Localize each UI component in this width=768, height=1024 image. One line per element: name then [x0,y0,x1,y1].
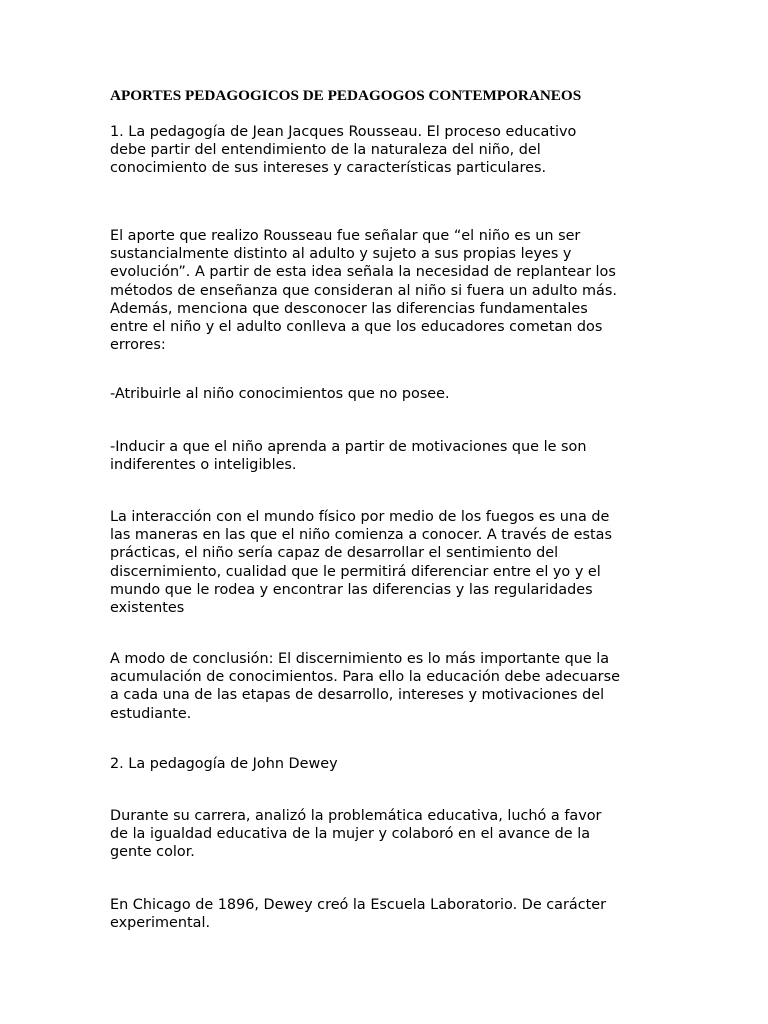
paragraph-conclusion [110,650,655,723]
text-line: las maneras en las que el niño comienza a conocer. A través de estas [110,527,612,544]
text-line: discernimiento, cualidad que le permitirá diferenciar entre el yo y el [110,563,601,580]
paragraph-dewey-heading [110,755,655,773]
text-line: experimental. [110,915,211,932]
text-line: La interacción con el mundo físico por medio de los fuegos es una de [110,509,610,525]
text-line: estudiante. [110,705,192,722]
text-line: En Chicago de 1896, Dewey creó la Escuela Laboratorio. De carácter [110,897,607,913]
paragraph-interaccion [110,508,655,617]
text-line: Durante su carrera, analizó la problemática educativa, luchó a favor [110,808,602,824]
text-line: errores: [110,337,166,354]
text-line: debe partir del entendimiento de la naturaleza del niño, del [110,142,541,159]
paragraph-rousseau-aporte [110,227,655,354]
text-line: existentes [110,600,185,617]
text-line: -Atribuirle al niño conocimientos que no posee. [110,386,450,402]
paragraph-rousseau-intro [110,123,655,178]
text-line: conocimiento de sus intereses y características particulares. [110,160,547,177]
text-line: 1. La pedagogía de Jean Jacques Rousseau. El proceso educativo [110,124,577,140]
text-line: Además, menciona que desconocer las diferencias fundamentales [110,300,588,317]
text-line: gente color. [110,844,195,861]
text-line: 2. La pedagogía de John Dewey [110,756,338,772]
text-line: prácticas, el niño sería capaz de desarrollar el sentimiento del [110,545,559,562]
text-line: -Inducir a que el niño aprenda a partir de motivaciones que le son [110,439,587,455]
text-line: de la igualdad educativa de la mujer y colaboró en el avance de la [110,826,591,843]
text-line: evolución”. A partir de esta idea señala la necesidad de replantear los [110,264,616,281]
paragraph-error-2 [110,438,655,474]
text-line: acumulación de conocimientos. Para ello la educación debe adecuarse [110,669,620,686]
text-line: sustancialmente distinto al adulto y sujeto a sus propias leyes y [110,246,572,263]
text-line: a cada una de las etapas de desarrollo, intereses y motivaciones del [110,687,605,704]
text-line: El aporte que realizo Rousseau fue señalar que “el niño es un ser [110,228,581,244]
text-line: A modo de conclusión: El discernimiento es lo más importante que la [110,651,610,667]
paragraph-dewey-carrera [110,807,655,862]
text-line: mundo que le rodea y encontrar las diferencias y las regularidades [110,581,593,598]
document-title: APORTES PEDAGOGICOS DE PEDAGOGOS CONTEMPORANEOS [110,87,582,104]
text-line: métodos de enseñanza que consideran al niño si fuera un adulto más. [110,282,617,299]
text-line: indiferentes o inteligibles. [110,457,297,474]
text-line: entre el niño y el adulto conlleva a que los educadores cometan dos [110,319,603,336]
paragraph-dewey-chicago [110,896,655,932]
paragraph-error-1 [110,385,655,403]
